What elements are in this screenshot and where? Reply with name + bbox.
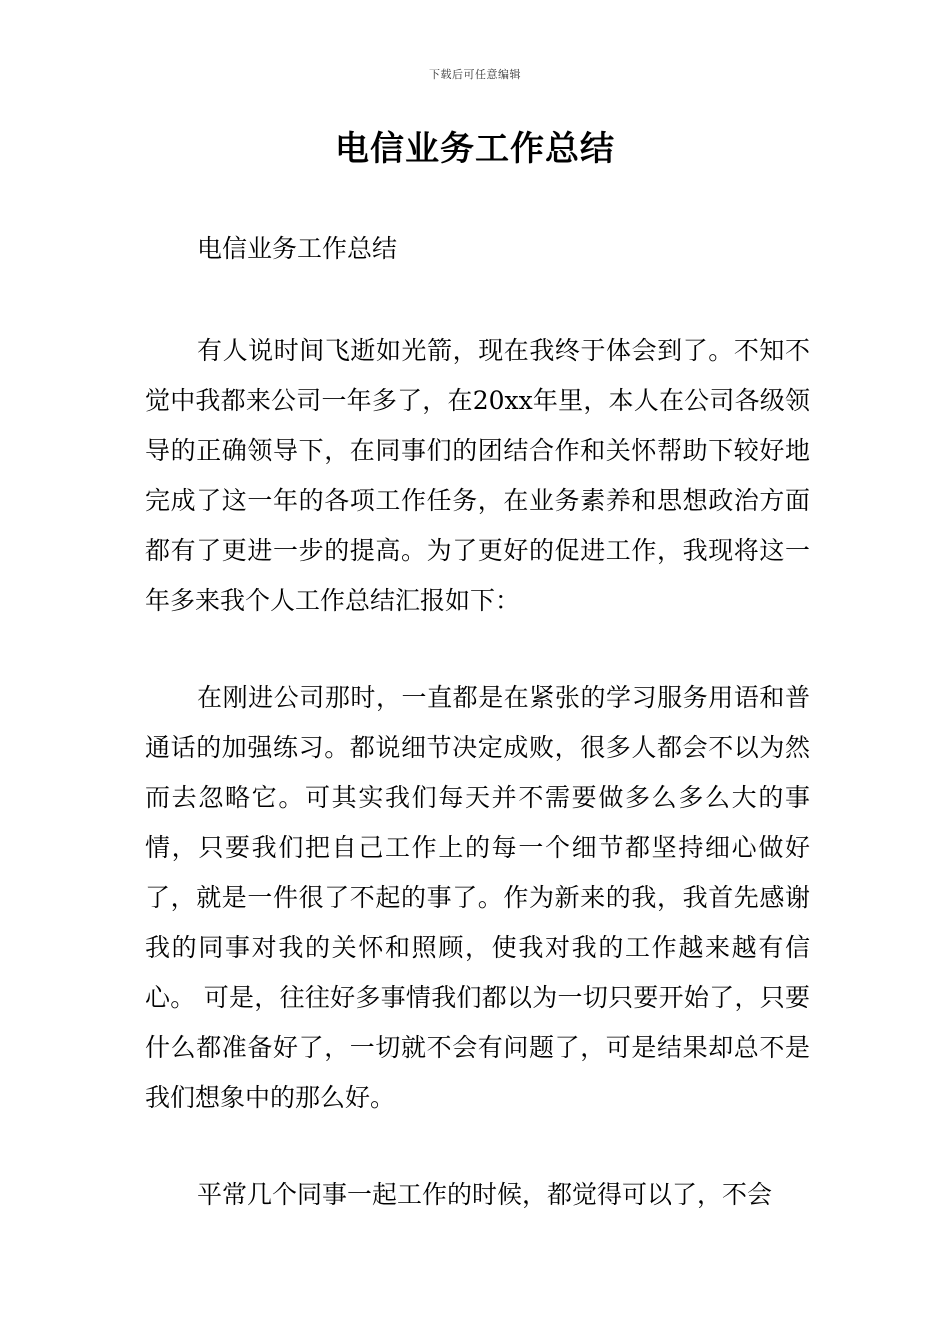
document-title: 电信业务工作总结 (335, 129, 615, 169)
paragraph-3: 平常几个同事一起工作的时候，都觉得可以了，不会 (197, 1180, 773, 1209)
paragraph-2: 在刚进公司那时，一直都是在紧张的学习服务用语和普通话的加强练习。都说细节决定成败，很多人都会不以为然而去忽略它。可其实我们每天并不需要做多么多么大的事情，只要我们把自己工作上的每一个细节都坚持细心做好了，就是一件很了不起的事了。作为新来的我，我首先感谢我的同事对我的关怀和照顾，使我对我的工作越来越有信心。 可是，往往好多事情我们都以为一切只要开始了，只要什么都准备好了，一切就不会有问题了，可是结果却总不是我们想象中的那么好。 (145, 683, 810, 1112)
header-note: 下载后可任意编辑 (429, 68, 521, 81)
document-subtitle: 电信业务工作总结 (197, 234, 398, 263)
paragraph-1: 有人说时间飞逝如光箭，现在我终于体会到了。不知不觉中我都来公司一年多了，在20xx年里，本人在公司各级领导的正确领导下，在同事们的团结合作和关怀帮助下较好地完成了这一年的各项工作任务，在业务素养和思想政治方面都有了更进一步的提高。为了更好的促进工作，我现将这一年多来我个人工作总结汇报如下： (145, 336, 810, 615)
